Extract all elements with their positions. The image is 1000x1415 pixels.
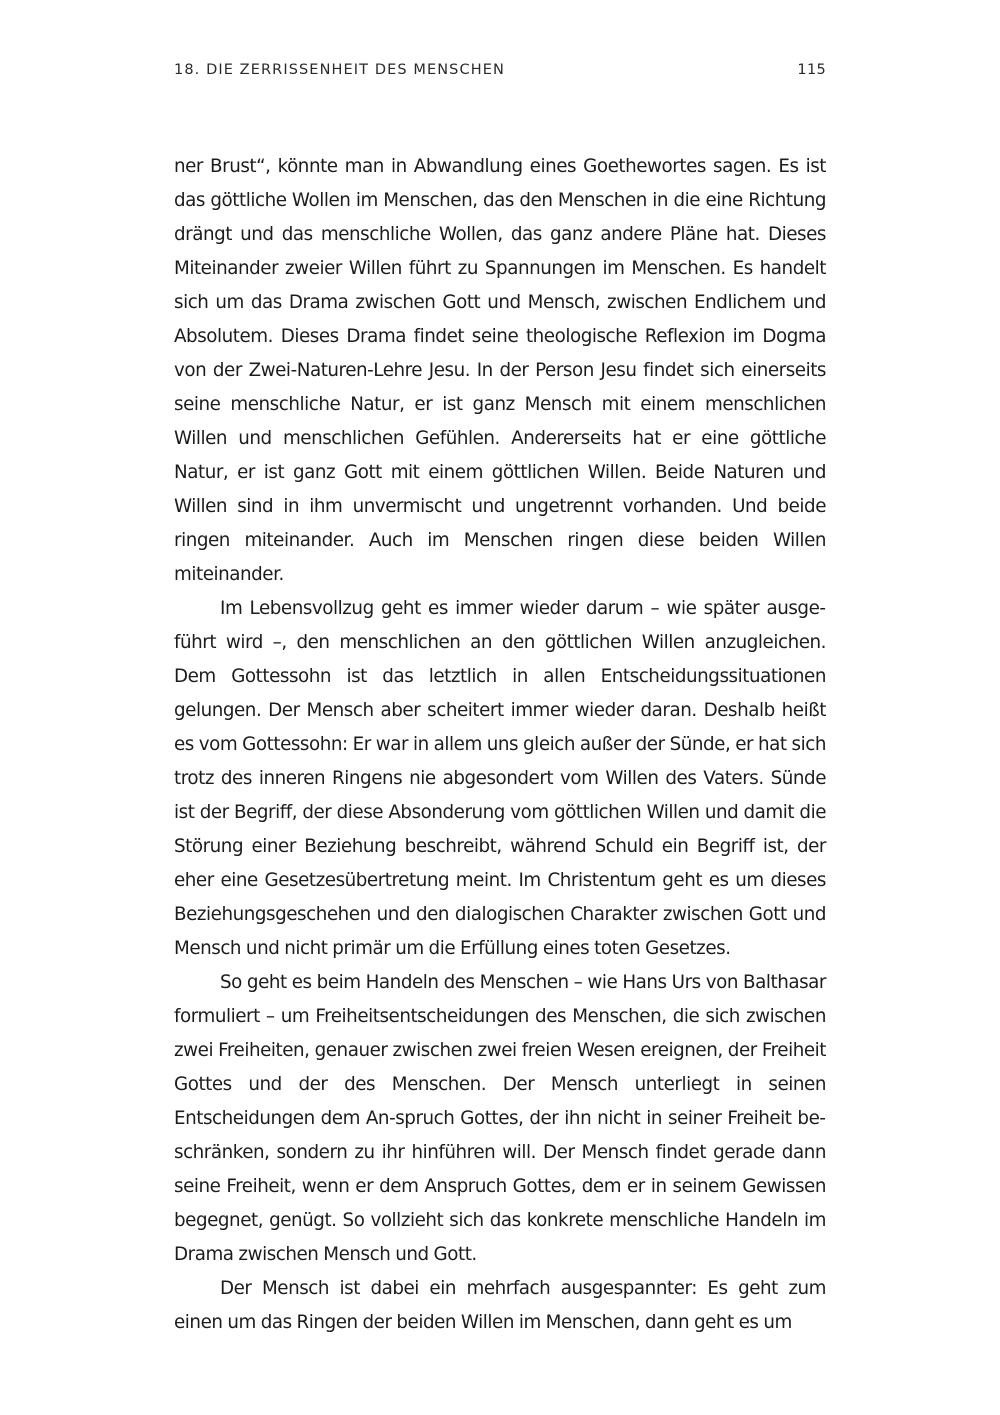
paragraph-2: Im Lebensvollzug geht es immer wieder darum – wie später ausgeführt wird –, den menschlichen an den göttlichen Willen anzugleichen. Dem Gottessohn ist das letztlich in allen Entscheidungssituationen gelungen. Der Mensch aber scheitert immer wieder daran. Deshalb heißt es vom Gottessohn: Er war in allem uns gleich außer der Sünde, er hat sich trotz des inneren Ringens nie abgesondert vom Willen des Vaters. Sünde ist der Begriff, der diese Absonderung vom göttlichen Willen und damit die Störung einer Beziehung beschreibt, während Schuld ein Begriff ist, der eher eine Gesetzesübertretung meint. Im Christentum geht es um dieses Beziehungsgeschehen und den dialogischen Charakter zwischen Gott und Mensch und nicht primär um die Erfüllung eines toten Gesetzes. [174,598,826,959]
page-number: 115 [797,62,826,78]
running-head [174,62,826,86]
chapter-title: 18. DIE ZERRISSENHEIT DES MENSCHEN [174,62,505,78]
paragraph-1: ner Brust“, könnte man in Abwandlung eines Goethewortes sagen. Es ist das göttliche Wollen im Menschen, das den Menschen in die eine Richtung drängt und das menschliche Wollen, das ganz andere Pläne hat. Dieses Miteinander zweier Willen führt zu Spannungen im Menschen. Es handelt sich um das Drama zwischen Gott und Mensch, zwischen Endlichem und Absolutem. Dieses Drama findet seine theologische Reflexion im Dogma von der Zwei-Naturen-Lehre Jesu. In der Person Jesu findet sich einerseits seine menschliche Natur, er ist ganz Mensch mit einem menschlichen Willen und menschlichen Gefühlen. Andererseits hat er eine göttliche Natur, er ist ganz Gott mit einem göttlichen Willen. Beide Naturen und Willen sind in ihm unvermischt und ungetrennt vorhanden. Und beide ringen miteinander. Auch im Menschen ringen diese beiden Willen miteinander. [174,156,826,585]
paragraph-4: Der Mensch ist dabei ein mehrfach ausgespannter: Es geht zum einen um das Ringen der beiden Willen im Menschen, dann geht es um [174,1278,826,1333]
paragraph-3: So geht es beim Handeln des Menschen – wie Hans Urs von Balthasar formuliert – um Freiheitsentscheidungen des Menschen, die sich zwischen zwei Freiheiten, genauer zwischen zwei freien Wesen ereignen, der Freiheit Gottes und der des Menschen. Der Mensch unterliegt in seinen Entscheidungen dem An-spruch Gottes, der ihn nicht in seiner Freiheit beschränken, sondern zu ihr hinführen will. Der Mensch findet gerade dann seine Freiheit, wenn er dem Anspruch Gottes, dem er in seinem Gewissen begegnet, genügt. So vollzieht sich das konkrete menschliche Handeln im Drama zwischen Mensch und Gott. [174,972,826,1265]
body-text [174,150,826,1340]
